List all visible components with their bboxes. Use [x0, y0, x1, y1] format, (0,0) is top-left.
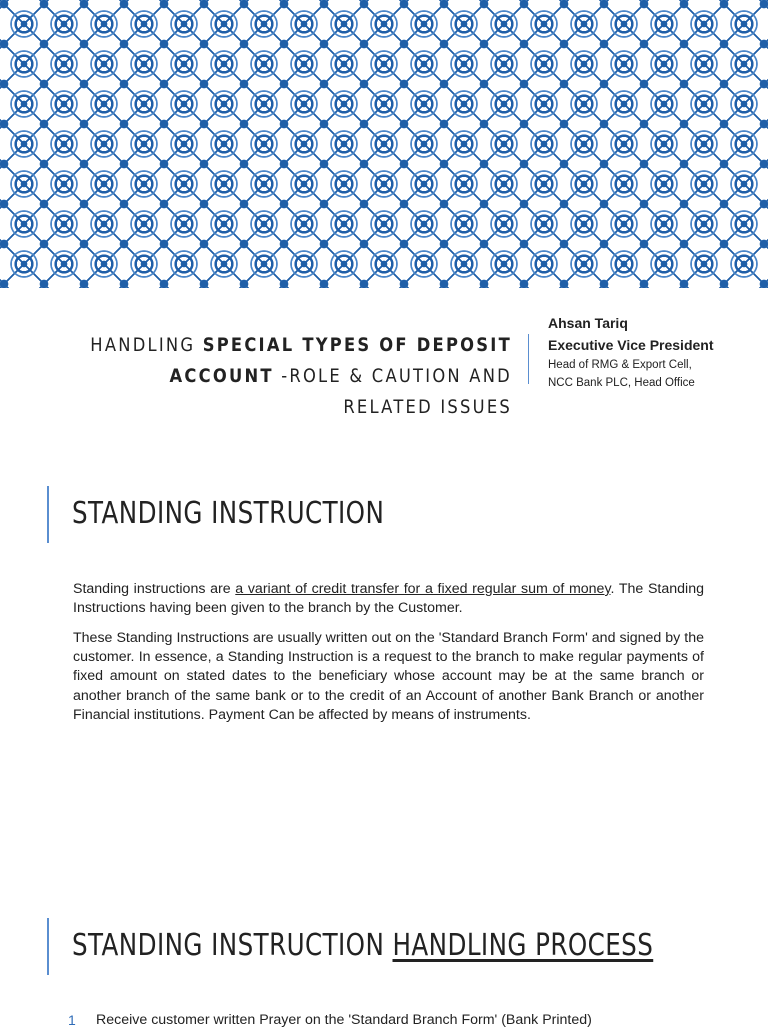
paragraph-definition-start: Standing instructions are	[73, 581, 236, 597]
list-item-number: 1	[68, 1012, 76, 1028]
paragraph-definition-end: . The Standing Instructions having been given to the branch by the Customer.	[73, 581, 704, 617]
section-heading-handling-process	[72, 928, 653, 963]
title-text-regular-2: -ROLE & CAUTION AND RELATED ISSUES	[273, 365, 512, 418]
underlined-definition: a variant of credit transfer for a fixed regular sum of money	[235, 581, 611, 597]
title-text-bold-2: ACCOUNT	[169, 365, 274, 387]
section-accent-bar-2	[47, 918, 49, 975]
paragraph-description: These Standing Instructions are usually written out on the 'Standard Branch Form' and signed by the customer. In essence, a Standing Instruction is a request to the branch to make regular payments of fixed amount on stated dates to the beneficiary whose account may be at the same branch or another branch of the same bank or to the credit of an Account of another Bank Branch or another Financial institutions. Payment Can be affected by means of instruments.	[73, 630, 704, 723]
paragraph-definition	[73, 580, 704, 618]
heading-underlined-text: HANDLING PROCESS	[392, 928, 654, 963]
title-divider	[528, 334, 529, 384]
author-role: Executive Vice President	[548, 337, 714, 353]
title-text-regular: HANDLING	[90, 334, 203, 356]
title-text-bold-1: SPECIAL TYPES OF DEPOSIT	[202, 334, 512, 356]
author-department: Head of RMG & Export Cell,	[548, 359, 692, 371]
heading-plain-text: STANDING INSTRUCTION	[72, 928, 393, 963]
presentation-title	[89, 330, 512, 423]
author-organization: NCC Bank PLC, Head Office	[548, 377, 695, 389]
section-heading-standing-instruction: STANDING INSTRUCTION	[72, 496, 385, 531]
author-name: Ahsan Tariq	[548, 315, 628, 331]
decorative-pattern-banner	[0, 0, 768, 288]
author-block	[548, 312, 763, 392]
list-item-text: Receive customer written Prayer on the 'Standard Branch Form' (Bank Printed)	[96, 1012, 592, 1028]
section-accent-bar	[47, 486, 49, 543]
